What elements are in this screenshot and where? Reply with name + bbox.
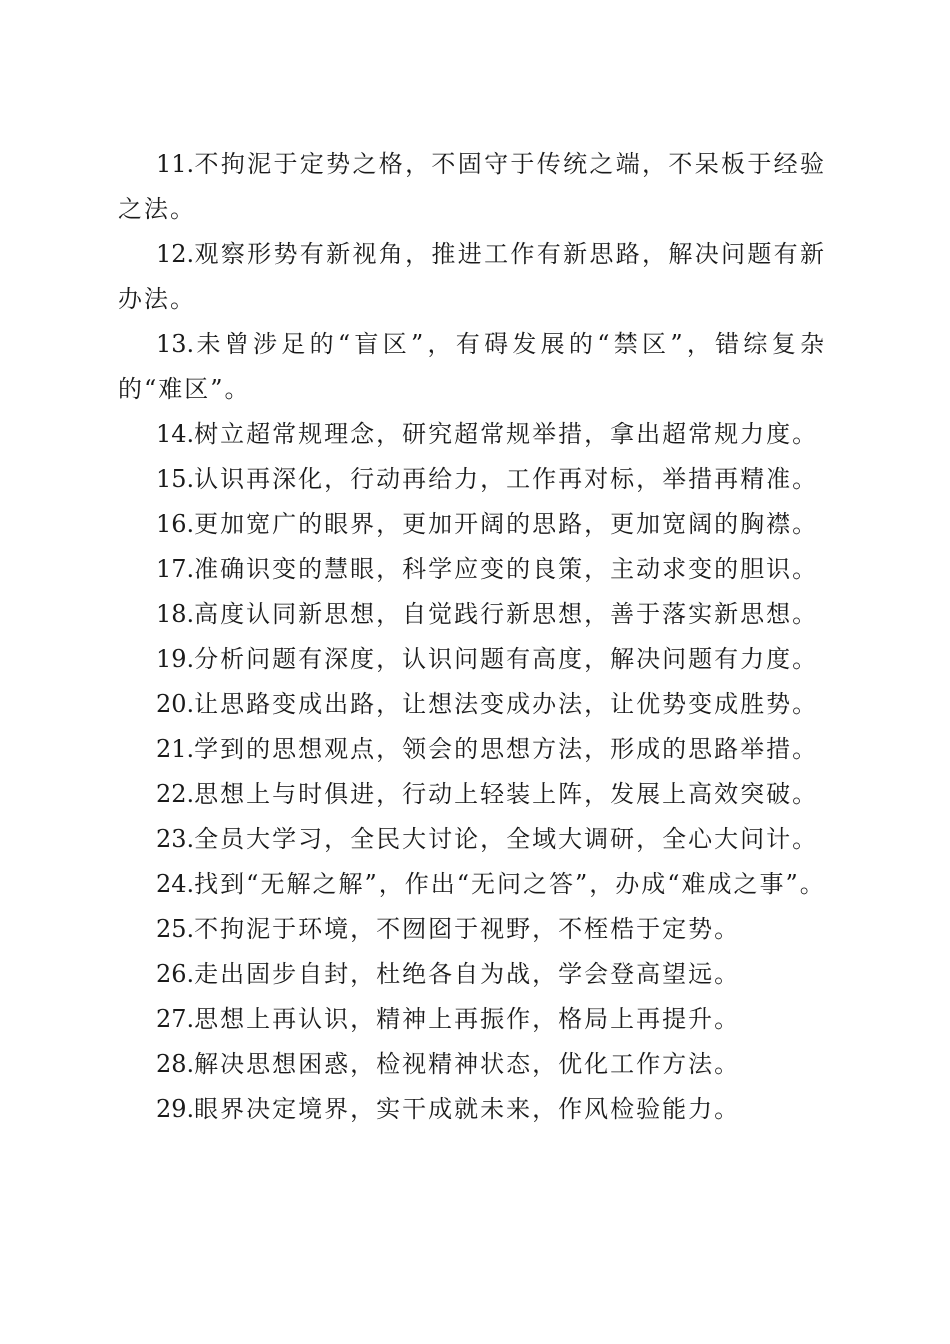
item-number: 29. [156, 1095, 195, 1123]
item-number: 20. [156, 690, 195, 718]
item-text: 走出固步自封，杜绝各自为战，学会登高望远。 [194, 960, 741, 988]
item-number: 14. [156, 420, 195, 448]
list-item [118, 547, 826, 592]
list-item [118, 412, 826, 457]
list-item [118, 1087, 826, 1132]
item-text: 全员大学习，全民大讨论，全域大调研，全心大问计。 [194, 825, 819, 853]
item-number: 21. [156, 735, 195, 763]
list-item [118, 862, 826, 907]
item-text: 未曾涉足的“盲区”，有碍发展的“禁区”，错综复杂的“难区”。 [118, 330, 826, 403]
item-number: 12. [156, 240, 195, 268]
list-item [118, 502, 826, 547]
item-number: 19. [156, 645, 195, 673]
item-number: 16. [156, 510, 195, 538]
list-item [118, 772, 826, 817]
item-number: 15. [156, 465, 195, 493]
list-item [118, 1042, 826, 1087]
item-number: 13. [156, 330, 195, 358]
list-item [118, 997, 826, 1042]
item-number: 22. [156, 780, 195, 808]
list-item [118, 592, 826, 637]
list-item [118, 322, 826, 412]
item-text: 准确识变的慧眼，科学应变的良策，主动求变的胆识。 [194, 555, 819, 583]
item-text: 解决思想困惑，检视精神状态，优化工作方法。 [194, 1050, 741, 1078]
item-text: 不拘泥于环境，不囫囵于视野，不桎梏于定势。 [194, 915, 741, 943]
item-text: 树立超常规理念，研究超常规举措，拿出超常规力度。 [194, 420, 819, 448]
list-item [118, 817, 826, 862]
list-item [118, 682, 826, 727]
item-number: 28. [156, 1050, 195, 1078]
item-number: 25. [156, 915, 195, 943]
document-body [118, 142, 826, 1132]
item-text: 更加宽广的眼界，更加开阔的思路，更加宽阔的胸襟。 [194, 510, 819, 538]
list-item [118, 142, 826, 232]
item-number: 26. [156, 960, 195, 988]
item-text: 观察形势有新视角，推进工作有新思路，解决问题有新办法。 [118, 240, 826, 313]
list-item [118, 232, 826, 322]
list-item [118, 907, 826, 952]
item-number: 11. [156, 150, 195, 178]
item-text: 眼界决定境界，实干成就未来，作风检验能力。 [194, 1095, 741, 1123]
item-text: 不拘泥于定势之格，不固守于传统之端，不呆板于经验之法。 [118, 150, 826, 223]
list-item [118, 457, 826, 502]
item-number: 18. [156, 600, 195, 628]
list-item [118, 952, 826, 997]
item-text: 让思路变成出路，让想法变成办法，让优势变成胜势。 [194, 690, 819, 718]
item-text: 思想上再认识，精神上再振作，格局上再提升。 [194, 1005, 741, 1033]
item-text: 找到“无解之解”，作出“无问之答”，办成“难成之事”。 [194, 870, 826, 898]
item-number: 27. [156, 1005, 195, 1033]
item-text: 学到的思想观点，领会的思想方法，形成的思路举措。 [194, 735, 819, 763]
item-text: 分析问题有深度，认识问题有高度，解决问题有力度。 [194, 645, 819, 673]
list-item [118, 637, 826, 682]
item-text: 高度认同新思想，自觉践行新思想，善于落实新思想。 [194, 600, 819, 628]
item-number: 17. [156, 555, 195, 583]
item-number: 23. [156, 825, 195, 853]
list-item [118, 727, 826, 772]
item-text: 思想上与时俱进，行动上轻装上阵，发展上高效突破。 [194, 780, 819, 808]
item-number: 24. [156, 870, 195, 898]
item-text: 认识再深化，行动再给力，工作再对标，举措再精准。 [194, 465, 819, 493]
